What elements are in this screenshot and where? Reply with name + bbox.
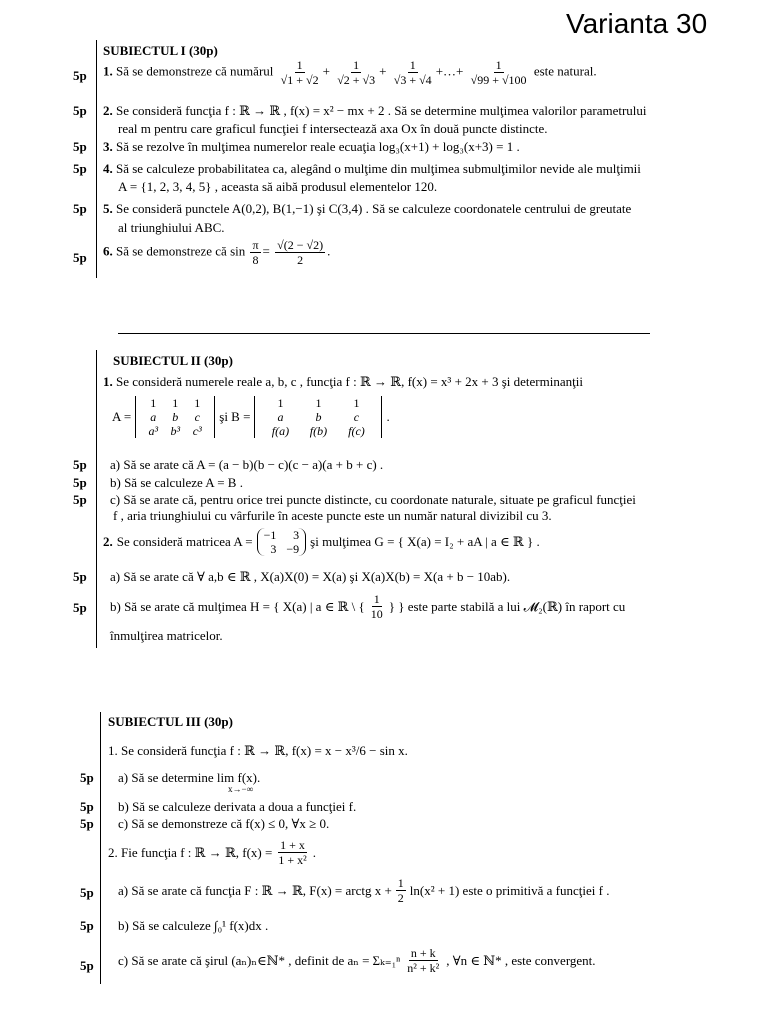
s1-title: SUBIECTUL I (30p) (103, 43, 218, 58)
s3-q1a: a) Să se determine lim f(x). (118, 770, 261, 785)
s1-p5-line2: al triunghiului ABC. (118, 220, 225, 235)
s1-p6: 6. Să se demonstreze că sin $\frac{\pi}{8}$ = $\frac{√(2 - √2)}{2}$ . (103, 238, 331, 267)
s3-q1a-points: 5p (80, 770, 94, 785)
s2-title: SUBIECTUL II (30p) (113, 353, 233, 368)
s3-q2b-points: 5p (80, 918, 94, 933)
s1-p6-points: 5p (73, 250, 87, 265)
s2-q1c-line2: f , aria triunghiului cu vârfurile în aceste puncte este un număr natural divizibil cu 3. (113, 508, 552, 523)
s3-q2c: c) Să se arate că şirul (aₙ)ₙ∈ℕ* , definit de aₙ = Σₖ₌₁ⁿ n + k n² + k² , ∀n ∈ ℕ* , este convergent. (118, 946, 596, 975)
s3-q1c-points: 5p (80, 816, 94, 831)
s1-p4-line2: A = {1, 2, 3, 4, 5} , aceasta să aibă produsul elementelor 120. (118, 179, 438, 194)
s2-q2a-points: 5p (73, 569, 87, 584)
s1-p4: 4. Să se calculeze probabilitatea ca, alegând o mulţime din mulţimea submulţimilor nevide ale mulţimii (103, 161, 641, 176)
s3-q2a-points: 5p (80, 885, 94, 900)
s1-margin-line (96, 40, 97, 278)
det-B: 1 1 1 a b c f(a) f(b) f(c) (254, 396, 382, 438)
s1-p4-points: 5p (73, 161, 87, 176)
s2-q1: 1. Se consideră numerele reale a, b, c , funcţia f : ℝ → ℝ, f(x) = x³ + 2x + 3 şi determinanţii (103, 374, 583, 389)
s3-title: SUBIECTUL III (30p) (108, 714, 233, 729)
s3-q1a-limit-sub: x→−∞ (228, 784, 253, 794)
s3-q2a: a) Să se arate că funcţia F : ℝ → ℝ, F(x) = arctg x + $\frac{1}{2}$ ln(x² + 1) este o primitivă a funcţiei f . (118, 876, 610, 905)
section-divider (118, 333, 650, 334)
s1-p2-points: 5p (73, 103, 87, 118)
s2-q2: 2. Se consideră matricea A = −1 3 3 −9 şi mulţimea G = { X(a) = I₂ + aA | a ∈ ℝ } . (103, 528, 540, 556)
s1-p2-line2: real m pentru care graficul funcţiei f intersectează axa Ox în două puncte distincte. (118, 121, 548, 136)
s3-q1c: c) Să se demonstreze că f(x) ≤ 0, ∀x ≥ 0. (118, 816, 330, 831)
s1-p2: 2. Se consideră funcţia f : ℝ → ℝ , f(x) = x² − mx + 2 . Să se determine mulţimea valorilor parametrului (103, 103, 647, 118)
s1-p3: 3. Să se rezolve în mulţimea numerelor reale ecuaţia log₃(x+1) + log₃(x+3) = 1 . (103, 139, 520, 154)
s2-determinants: A = 1 1 1 a b c a³ b³ c³ şi B = 1 1 1 a b c f(a) f(b) f(c) . (112, 396, 390, 438)
s3-q2: 2. Fie funcţia f : ℝ → ℝ, f(x) = $\frac{1 + x}{\text{1 + x²}}$ . (108, 838, 316, 867)
s3-q2b: b) Să se calculeze ∫₀¹ f(x)dx . (118, 918, 269, 933)
s1-p5-points: 5p (73, 201, 87, 216)
s2-q1b-points: 5p (73, 475, 87, 490)
s2-q1a-points: 5p (73, 457, 87, 472)
s1-p5: 5. Se consideră punctele A(0,2), B(1,−1) şi C(3,4) . Să se calculeze coordonatele centrului de greutate (103, 201, 632, 216)
matrix-A: −1 3 3 −9 (257, 528, 307, 556)
s2-q1a: a) Să se arate că A = (a − b)(b − c)(c − a)(a + b + c) . (110, 457, 384, 472)
s2-q1c: c) Să se arate că, pentru orice trei puncte distincte, cu coordonate naturale, situate pe graficul funcţiei (110, 492, 636, 507)
variant-title: Varianta 30 (566, 8, 708, 39)
s2-margin-line (96, 350, 97, 648)
s2-q2b: b) Să se arate că mulţimea H = { X(a) | a ∈ ℝ \ { 1 10 } } este parte stabilă a lui 𝓜₂(ℝ) în raport cu (110, 592, 626, 621)
s2-q2b-points: 5p (73, 600, 87, 615)
det-A: 1 1 1 a b c a³ b³ c³ (135, 396, 215, 438)
s2-q2b-line2: înmulţirea matricelor. (110, 628, 223, 643)
s2-q1b: b) Să se calculeze A = B . (110, 475, 243, 490)
s3-q2c-points: 5p (80, 958, 94, 973)
s2-q2a: a) Să se arate că ∀ a,b ∈ ℝ , X(a)X(0) = X(a) şi X(a)X(b) = X(a + b − 10ab). (110, 569, 511, 584)
s2-q1c-points: 5p (73, 492, 87, 507)
s3-q1: 1. Se consideră funcţia f : ℝ → ℝ, f(x) = x − x³/6 − sin x. (108, 743, 408, 758)
s1-p1: 1. Să se demonstreze că numărul $\frac{1}{√1 + √2}$ + $\frac{1}{√2 + √3}$ + $\frac{1}{√3 + √4}$ +…+ $\frac{1}{√99 + √100}$ este natural. (103, 58, 597, 87)
s1-p1-points: 5p (73, 68, 87, 83)
s3-margin-line (100, 712, 101, 984)
s3-q1b-points: 5p (80, 799, 94, 814)
s3-q1b: b) Să se calculeze derivata a doua a funcţiei f. (118, 799, 357, 814)
s1-p3-points: 5p (73, 139, 87, 154)
